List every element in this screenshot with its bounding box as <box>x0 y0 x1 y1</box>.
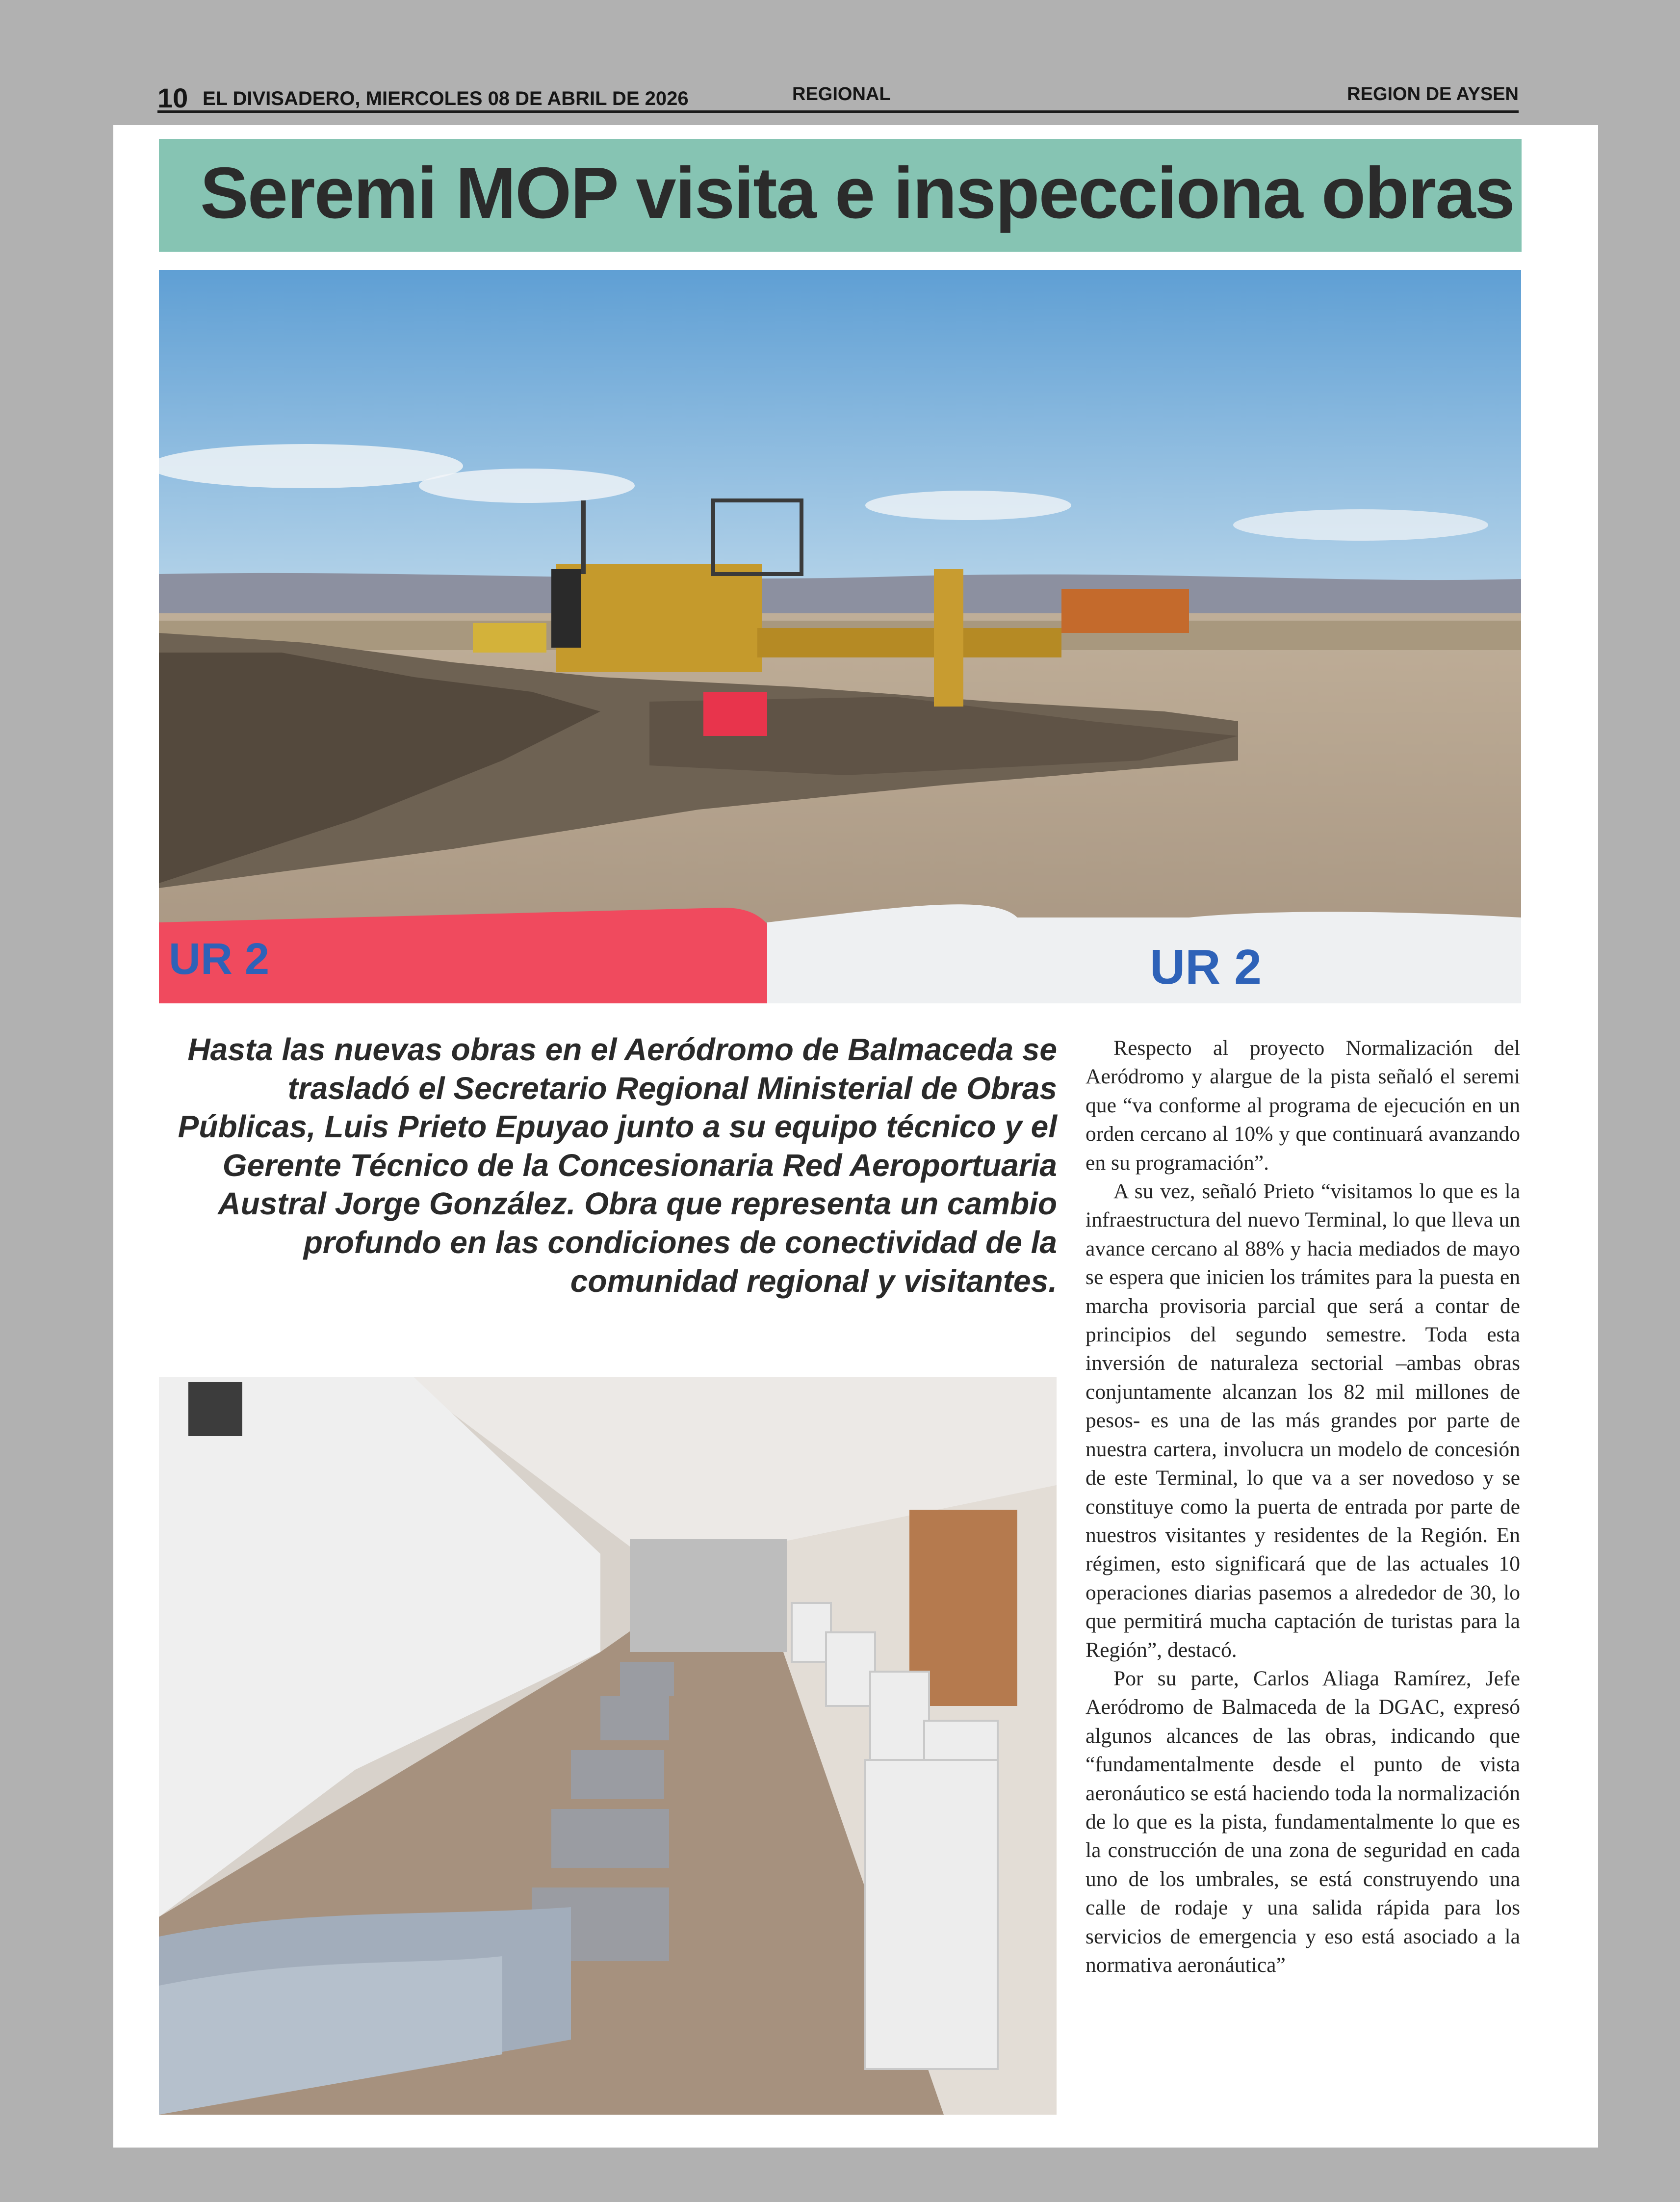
article-paragraph: Respecto al proyecto Normalización del Aeródromo y alargue de la pista señaló el seremi que “va conforme al programa de ejecución en un orden cercano al 10% y que continuará avanzando en su programación”. <box>1086 1036 1520 1175</box>
barrier-label-left: UR 2 <box>169 935 270 984</box>
article-body <box>1086 1034 1520 1979</box>
region-label: REGION DE AYSEN <box>1347 84 1519 105</box>
section-label: REGIONAL <box>792 84 891 105</box>
page-header <box>157 81 1519 113</box>
headline-bar <box>159 139 1522 252</box>
page-number: 10 <box>157 82 188 113</box>
lede: Hasta las nuevas obras en el Aeródromo de Balmaceda se trasladó el Secretario Regional Ministerial de Obras Públicas, Luis Prieto Epuyao junto a su equipo técnico y el Gerente Técnico de la Concesionaria Red Aeroportuaria Austral Jorge González. Obra que representa un cambio profundo en las condiciones de conectividad de la comunidad regional y visitantes. <box>178 1032 1057 1299</box>
photo-terminal-interior <box>159 1377 1057 2115</box>
article-paragraph: Por su parte, Carlos Aliaga Ramírez, Jefe Aeródromo de Balmaceda de la DGAC, expresó algunos alcances de las obras, indicando que “fundamentalmente desde el punto de vista aeronáutico se está haciendo toda la normalización de lo que es la pista, fundamentalmente lo que es la construcción de una zona de seguridad en cada uno de los umbrales, se está construyendo una calle de rodaje y una salida rápida para los servicios de emergencia y eso está asociado a la normativa aeronáutica” <box>1086 1666 1521 1977</box>
dateline: EL DIVISADERO, MIERCOLES 08 DE ABRIL DE 2026 <box>203 88 689 109</box>
barrier-label-right: UR 2 <box>1150 940 1262 995</box>
article-paragraph: A su vez, señaló Prieto “visitamos lo que es la infraestructura del nuevo Terminal, lo que lleva un avance cercano al 88% y hacia mediados de mayo se espera que inicien los trámites para la puesta en marcha provisoria parcial que será a contar de principios del segundo semestre. Toda esta inversión de naturaleza sectorial –ambas obras conjuntamente alcanzan los 82 mil millones de pesos- es una de las más grandes por parte de nuestra cartera, involucra un modelo de concesión de este Terminal, lo que va a ser novedoso y se constituye como la puerta de entrada por parte de nuestros visitantes y residentes de la Región. En régimen, esto significará que de las actuales 10 operaciones diarias pasemos a alrededor de 30, lo que permitirá mucha captación de turistas para la Región”, destacó. <box>1086 1180 1520 1662</box>
photo-airfield-works <box>159 270 1521 1003</box>
headline: Seremi MOP visita e inspecciona obras <box>200 153 1514 234</box>
